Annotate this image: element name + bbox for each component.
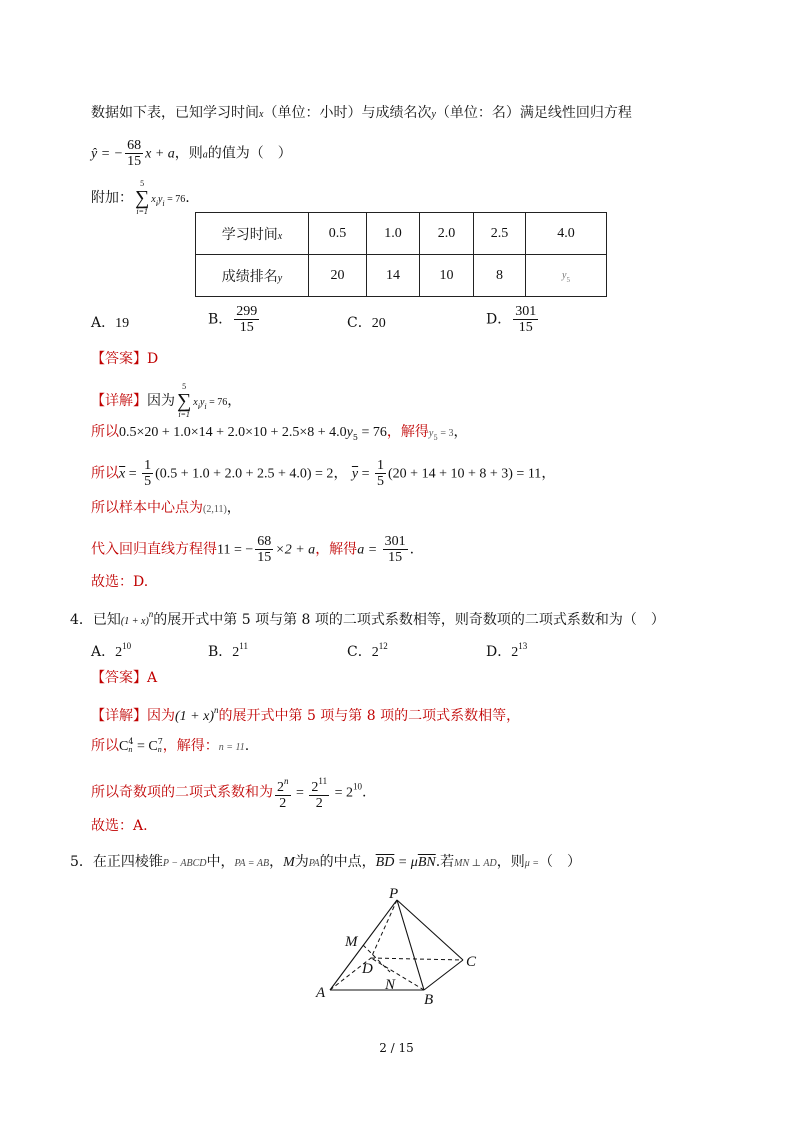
q5-stem: 5．在正四棱锥P − ABCD中，PA = AB，M为PA的中点，$\overline{BD} = \mu\overline{BN}$.若MN ⊥ AD，则μ =（ ） xyxy=(70,854,582,870)
q3-stem-line1: 数据如下表，已知学习时间x（单位：小时）与成绩名次y（单位：名）满足线性回归方程 xyxy=(91,105,632,121)
label-a: A xyxy=(316,985,326,1001)
table-row-label: 成绩排名y xyxy=(196,255,309,297)
table-cell: 0.5 xyxy=(309,213,367,255)
q4-detail-line2: 所以C 4 n = C 7 n ，解得：n = 11. xyxy=(91,737,250,754)
q4-pick: 故选：A. xyxy=(91,818,148,834)
label-d: D xyxy=(362,961,373,977)
seg-mn xyxy=(363,945,390,972)
q4-detail-line3: 所以奇数项的二项式系数和为 $\frac{2^n}{2}$ = $\frac{2^{11}}{2}$ = $2^{10}$. xyxy=(91,776,367,811)
table-cell: 4.0 xyxy=(526,213,607,255)
q4-choice-c[interactable]: C．$2^{12}$ xyxy=(347,641,388,660)
q4-choice-a[interactable]: A．$2^{10}$ xyxy=(91,641,132,660)
table-cell: 14 xyxy=(367,255,420,297)
table-cell: 10 xyxy=(420,255,474,297)
q3-detail-line2: 所以$0.5\times 20 + 1.0\times 14 + 2.0\times 10 + 2.5\times 8 + 4.0y_5 = 76$，解得$y_5 = 3$， xyxy=(91,424,468,442)
edge-pc xyxy=(397,900,463,960)
edge-pd xyxy=(371,900,397,958)
q3-detail-line3: 所以$\overline{x}$ = $\frac{1}{5}$ (0.5 + 1.0 + 2.0 + 2.5 + 4.0) = 2， $\overline{y}$ = $\frac{1}{5}$ (20 + 14 + 10 + 8 + 3) = 11， xyxy=(91,458,556,489)
label-m: M xyxy=(345,934,358,950)
edge-dc xyxy=(371,958,463,960)
table-cell: 8 xyxy=(474,255,526,297)
table-cell: 2.5 xyxy=(474,213,526,255)
edge-bc xyxy=(424,960,463,990)
q3-choice-c[interactable]: C．20 xyxy=(347,315,386,331)
q3-attachment: 附加： 5 ∑ i=1 $x_iy_i = 76$. xyxy=(91,179,190,216)
label-p: P xyxy=(389,886,399,902)
q3-detail-line4: 所以样本中心点为(2,11)， xyxy=(91,500,241,516)
q3-detail-line1: 【详解】因为 5 ∑ i=1 $x_iy_i = 76$， xyxy=(91,382,242,419)
page-number: 2 / 15 xyxy=(379,1041,414,1055)
table-cell: $y_5$ xyxy=(526,255,607,297)
q3-detail-line5: 代入回归直线方程得11 = − $\frac{68}{15}$ ×2 + a，解得a = $\frac{301}{15}$ . xyxy=(91,534,415,565)
q4-detail-line1: 【详解】因为$(1 + x)^n$的展开式中第 5 项与第 8 项的二项式系数相等， xyxy=(91,705,521,724)
label-c: C xyxy=(466,954,477,970)
table-cell: 20 xyxy=(309,255,367,297)
q3-choice-d[interactable]: D． $\frac{301}{15}$ xyxy=(486,304,537,335)
q4-choice-d[interactable]: D．$2^{13}$ xyxy=(486,641,528,660)
q3-data-table xyxy=(195,212,607,297)
edge-pb xyxy=(397,900,424,990)
q3-choice-a[interactable]: A．19 xyxy=(91,315,130,331)
edge-pa xyxy=(330,900,397,990)
table-row xyxy=(196,213,607,255)
q3-pick: 故选：D. xyxy=(91,574,149,590)
table-cell: 1.0 xyxy=(367,213,420,255)
diag-bd xyxy=(371,958,424,990)
q3-answer: 【答案】D xyxy=(91,351,159,367)
label-n: N xyxy=(385,977,396,993)
table-cell: 2.0 xyxy=(420,213,474,255)
table-row xyxy=(196,255,607,297)
label-b: B xyxy=(424,992,434,1008)
q3-regression-line: ŷ = − $\frac{68}{15}$ x + a，则a的值为（ ） xyxy=(91,138,292,169)
q4-choice-b[interactable]: B．$2^{11}$ xyxy=(208,641,248,660)
q4-stem: 4．已知$(1 + x)^n$的展开式中第 5 项与第 8 项的二项式系数相等，则奇数项的二项式系数和为（ ） xyxy=(70,609,665,628)
table-row-label: 学习时间x xyxy=(196,213,309,255)
edge-ad xyxy=(330,958,371,990)
q3-choice-b[interactable]: B． $\frac{299}{15}$ xyxy=(208,304,258,335)
q4-answer: 【答案】A xyxy=(91,670,158,686)
